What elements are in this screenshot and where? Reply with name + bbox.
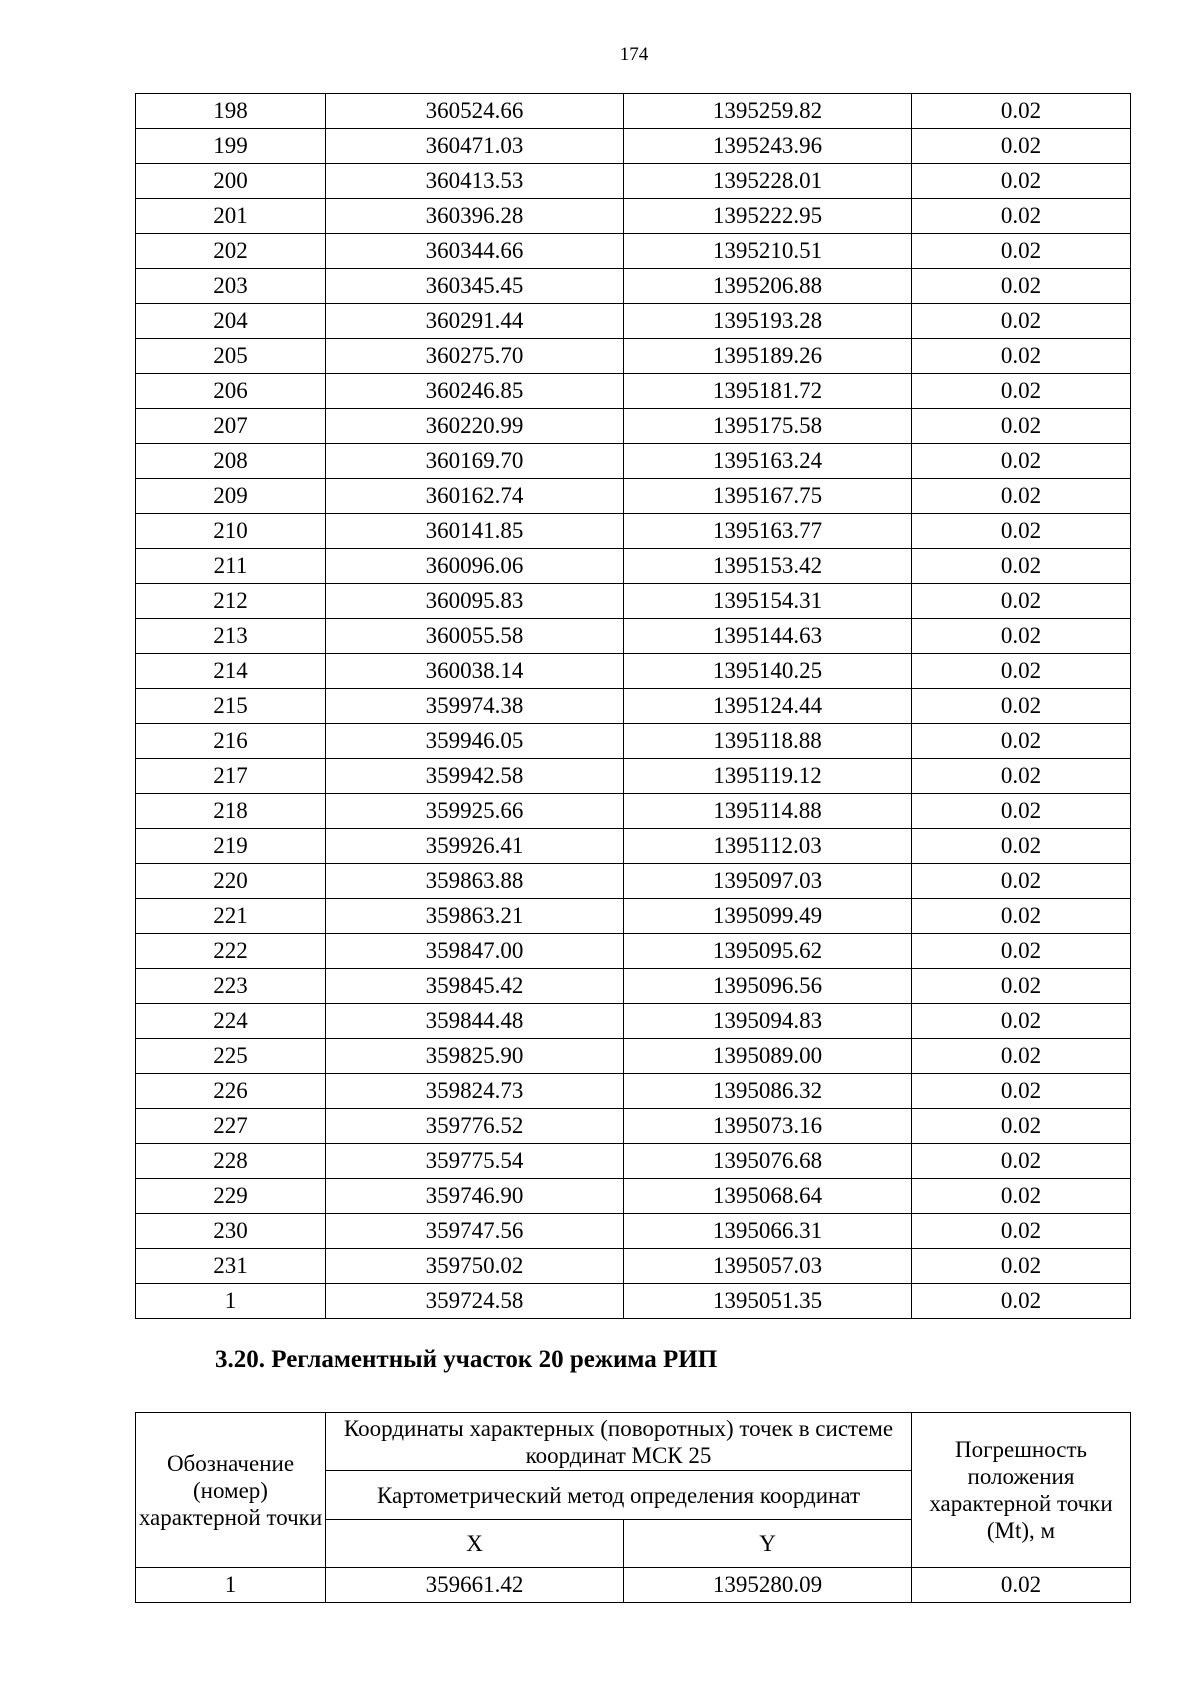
cell-point-number: 1 (136, 1284, 326, 1319)
cell-point-number: 220 (136, 864, 326, 899)
cell-accuracy: 0.02 (912, 794, 1131, 829)
cell-x: 359776.52 (326, 1109, 624, 1144)
cell-accuracy: 0.02 (912, 1568, 1131, 1603)
cell-point-number: 201 (136, 199, 326, 234)
table-row (136, 934, 1131, 969)
cell-accuracy: 0.02 (912, 1109, 1131, 1144)
cell-x: 359746.90 (326, 1179, 624, 1214)
cell-point-number: 225 (136, 1039, 326, 1074)
cell-y: 1395243.96 (624, 129, 912, 164)
table-row (136, 1249, 1131, 1284)
cell-x: 359845.42 (326, 969, 624, 1004)
table-row (136, 129, 1131, 164)
cell-point-number: 231 (136, 1249, 326, 1284)
cell-accuracy: 0.02 (912, 339, 1131, 374)
table-row (136, 584, 1131, 619)
cell-point-number: 217 (136, 759, 326, 794)
cell-accuracy: 0.02 (912, 829, 1131, 864)
cell-accuracy: 0.02 (912, 969, 1131, 1004)
cell-x: 360246.85 (326, 374, 624, 409)
cell-point-number: 224 (136, 1004, 326, 1039)
cell-accuracy: 0.02 (912, 934, 1131, 969)
cell-accuracy: 0.02 (912, 1039, 1131, 1074)
cell-y: 1395119.12 (624, 759, 912, 794)
cell-point-number: 210 (136, 514, 326, 549)
table-row (136, 269, 1131, 304)
cell-x: 360220.99 (326, 409, 624, 444)
cell-accuracy: 0.02 (912, 94, 1131, 129)
cell-accuracy: 0.02 (912, 129, 1131, 164)
header-y: Y (624, 1520, 912, 1568)
cell-y: 1395280.09 (624, 1568, 912, 1603)
cell-y: 1395144.63 (624, 619, 912, 654)
cell-point-number: 226 (136, 1074, 326, 1109)
table-row (136, 339, 1131, 374)
cell-x: 359824.73 (326, 1074, 624, 1109)
table-row (136, 514, 1131, 549)
cell-accuracy: 0.02 (912, 374, 1131, 409)
cell-y: 1395140.25 (624, 654, 912, 689)
coordinates-table (135, 93, 1131, 1319)
cell-x: 359847.00 (326, 934, 624, 969)
cell-x: 359825.90 (326, 1039, 624, 1074)
cell-y: 1395167.75 (624, 479, 912, 514)
cell-y: 1395068.64 (624, 1179, 912, 1214)
cell-y: 1395096.56 (624, 969, 912, 1004)
table-row (136, 479, 1131, 514)
cell-accuracy: 0.02 (912, 1074, 1131, 1109)
cell-point-number: 219 (136, 829, 326, 864)
cell-y: 1395193.28 (624, 304, 912, 339)
cell-accuracy: 0.02 (912, 1214, 1131, 1249)
cell-point-number: 221 (136, 899, 326, 934)
cell-x: 359844.48 (326, 1004, 624, 1039)
header-point-id: Обозначение (номер) характерной точки (136, 1413, 326, 1568)
table-row (136, 1214, 1131, 1249)
cell-y: 1395206.88 (624, 269, 912, 304)
cell-y: 1395175.58 (624, 409, 912, 444)
cell-x: 360291.44 (326, 304, 624, 339)
cell-x: 360169.70 (326, 444, 624, 479)
cell-point-number: 222 (136, 934, 326, 969)
cell-point-number: 207 (136, 409, 326, 444)
cell-point-number: 215 (136, 689, 326, 724)
cell-accuracy: 0.02 (912, 304, 1131, 339)
cell-accuracy: 0.02 (912, 1179, 1131, 1214)
cell-point-number: 230 (136, 1214, 326, 1249)
cell-y: 1395118.88 (624, 724, 912, 759)
cell-point-number: 213 (136, 619, 326, 654)
cell-x: 359661.42 (326, 1568, 624, 1603)
cell-accuracy: 0.02 (912, 1144, 1131, 1179)
cell-accuracy: 0.02 (912, 584, 1131, 619)
cell-x: 360524.66 (326, 94, 624, 129)
cell-accuracy: 0.02 (912, 514, 1131, 549)
table-row (136, 689, 1131, 724)
table-row (136, 829, 1131, 864)
cell-point-number: 214 (136, 654, 326, 689)
cell-x: 359942.58 (326, 759, 624, 794)
cell-y: 1395210.51 (624, 234, 912, 269)
table-row (136, 549, 1131, 584)
cell-x: 359863.21 (326, 899, 624, 934)
cell-point-number: 227 (136, 1109, 326, 1144)
section-table-body (136, 1568, 1131, 1603)
cell-x: 359750.02 (326, 1249, 624, 1284)
cell-x: 359925.66 (326, 794, 624, 829)
cell-accuracy: 0.02 (912, 444, 1131, 479)
section-table-header (136, 1413, 1131, 1568)
cell-point-number: 1 (136, 1568, 326, 1603)
table-row (136, 409, 1131, 444)
cell-x: 360162.74 (326, 479, 624, 514)
cell-point-number: 199 (136, 129, 326, 164)
cell-accuracy: 0.02 (912, 549, 1131, 584)
table-row (136, 1074, 1131, 1109)
cell-x: 359747.56 (326, 1214, 624, 1249)
cell-point-number: 203 (136, 269, 326, 304)
page-number: 174 (619, 44, 649, 65)
table-row (136, 864, 1131, 899)
cell-accuracy: 0.02 (912, 864, 1131, 899)
cell-x: 360345.45 (326, 269, 624, 304)
cell-y: 1395228.01 (624, 164, 912, 199)
table-row (136, 1144, 1131, 1179)
cell-accuracy: 0.02 (912, 689, 1131, 724)
table-row (136, 899, 1131, 934)
cell-accuracy: 0.02 (912, 899, 1131, 934)
cell-accuracy: 0.02 (912, 479, 1131, 514)
table-row (136, 1284, 1131, 1319)
coordinates-table-body (136, 94, 1131, 1319)
cell-y: 1395222.95 (624, 199, 912, 234)
cell-y: 1395086.32 (624, 1074, 912, 1109)
cell-x: 360471.03 (326, 129, 624, 164)
cell-accuracy: 0.02 (912, 164, 1131, 199)
cell-y: 1395112.03 (624, 829, 912, 864)
table-row (136, 794, 1131, 829)
cell-y: 1395163.24 (624, 444, 912, 479)
cell-x: 359974.38 (326, 689, 624, 724)
header-x: X (326, 1520, 624, 1568)
table-row (136, 1004, 1131, 1039)
cell-accuracy: 0.02 (912, 1249, 1131, 1284)
cell-x: 360413.53 (326, 164, 624, 199)
section-coordinates-table (135, 1412, 1131, 1603)
cell-y: 1395099.49 (624, 899, 912, 934)
cell-accuracy: 0.02 (912, 724, 1131, 759)
cell-x: 359946.05 (326, 724, 624, 759)
table-row (136, 94, 1131, 129)
table-row (136, 1039, 1131, 1074)
table-row (136, 969, 1131, 1004)
cell-x: 359926.41 (326, 829, 624, 864)
cell-y: 1395114.88 (624, 794, 912, 829)
cell-point-number: 223 (136, 969, 326, 1004)
table-row (136, 724, 1131, 759)
cell-x: 359775.54 (326, 1144, 624, 1179)
cell-y: 1395259.82 (624, 94, 912, 129)
table-row (136, 1568, 1131, 1603)
cell-point-number: 208 (136, 444, 326, 479)
table-row (136, 654, 1131, 689)
cell-x: 360096.06 (326, 549, 624, 584)
table-row (136, 374, 1131, 409)
cell-y: 1395095.62 (624, 934, 912, 969)
cell-y: 1395124.44 (624, 689, 912, 724)
cell-y: 1395057.03 (624, 1249, 912, 1284)
cell-y: 1395189.26 (624, 339, 912, 374)
cell-y: 1395073.16 (624, 1109, 912, 1144)
cell-x: 359863.88 (326, 864, 624, 899)
table-row (136, 1109, 1131, 1144)
cell-x: 360344.66 (326, 234, 624, 269)
cell-accuracy: 0.02 (912, 759, 1131, 794)
cell-accuracy: 0.02 (912, 1284, 1131, 1319)
cell-point-number: 218 (136, 794, 326, 829)
cell-point-number: 209 (136, 479, 326, 514)
cell-point-number: 229 (136, 1179, 326, 1214)
header-method: Картометрический метод определения координат (326, 1471, 912, 1520)
cell-point-number: 200 (136, 164, 326, 199)
cell-point-number: 198 (136, 94, 326, 129)
table-row (136, 304, 1131, 339)
table-row (136, 619, 1131, 654)
cell-y: 1395154.31 (624, 584, 912, 619)
cell-y: 1395097.03 (624, 864, 912, 899)
cell-point-number: 202 (136, 234, 326, 269)
section-heading: 3.20. Регламентный участок 20 режима РИП (215, 1346, 718, 1373)
cell-accuracy: 0.02 (912, 1004, 1131, 1039)
cell-y: 1395153.42 (624, 549, 912, 584)
cell-y: 1395094.83 (624, 1004, 912, 1039)
cell-x: 360038.14 (326, 654, 624, 689)
cell-y: 1395076.68 (624, 1144, 912, 1179)
cell-accuracy: 0.02 (912, 654, 1131, 689)
table-row (136, 234, 1131, 269)
cell-x: 360141.85 (326, 514, 624, 549)
table-row (136, 444, 1131, 479)
cell-x: 359724.58 (326, 1284, 624, 1319)
cell-y: 1395163.77 (624, 514, 912, 549)
cell-point-number: 228 (136, 1144, 326, 1179)
table-row (136, 199, 1131, 234)
table-row (136, 1179, 1131, 1214)
cell-point-number: 212 (136, 584, 326, 619)
header-coordinates-system: Координаты характерных (поворотных) точек в системе координат МСК 25 (326, 1413, 912, 1471)
cell-x: 360095.83 (326, 584, 624, 619)
cell-point-number: 205 (136, 339, 326, 374)
cell-x: 360396.28 (326, 199, 624, 234)
cell-x: 360275.70 (326, 339, 624, 374)
cell-point-number: 204 (136, 304, 326, 339)
cell-accuracy: 0.02 (912, 269, 1131, 304)
cell-x: 360055.58 (326, 619, 624, 654)
cell-accuracy: 0.02 (912, 409, 1131, 444)
table-row (136, 759, 1131, 794)
cell-y: 1395051.35 (624, 1284, 912, 1319)
cell-point-number: 206 (136, 374, 326, 409)
cell-y: 1395089.00 (624, 1039, 912, 1074)
cell-accuracy: 0.02 (912, 199, 1131, 234)
cell-y: 1395181.72 (624, 374, 912, 409)
cell-accuracy: 0.02 (912, 619, 1131, 654)
cell-point-number: 216 (136, 724, 326, 759)
cell-point-number: 211 (136, 549, 326, 584)
cell-y: 1395066.31 (624, 1214, 912, 1249)
header-accuracy: Погрешность положения характерной точки (Mt), м (912, 1413, 1131, 1568)
table-row (136, 164, 1131, 199)
cell-accuracy: 0.02 (912, 234, 1131, 269)
